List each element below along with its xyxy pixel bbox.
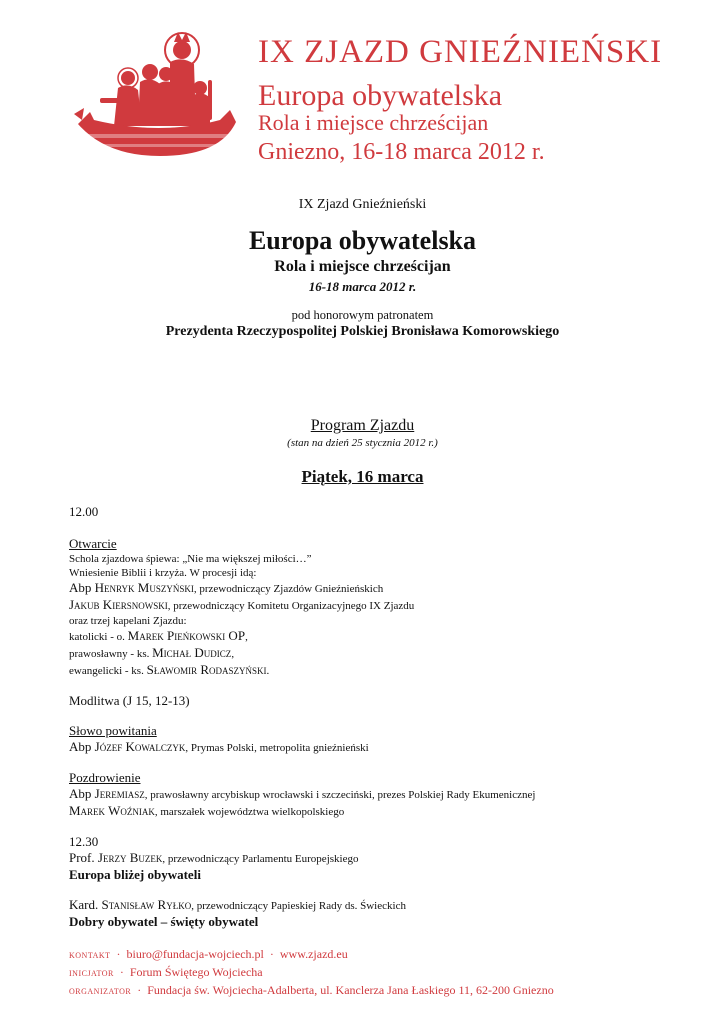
chaplain-prefix: prawosławny - ks.: [69, 648, 153, 660]
congress-name: IX ZJAZD GNIEŹNIEŃSKI: [258, 34, 663, 70]
chaplain-line: [69, 628, 689, 645]
boat-with-saints-logo-icon: [70, 28, 240, 168]
schedule: [69, 504, 689, 930]
opening-block: [69, 536, 689, 679]
greetings-title: Pozdrowienie: [69, 770, 141, 785]
person-role: , przewodniczący Zjazdów Gnieźnieńskich: [193, 583, 384, 595]
separator: ·: [137, 983, 142, 997]
welcome-title: Słowo powitania: [69, 723, 157, 738]
separator: ·: [116, 947, 121, 961]
person-title: Prof.: [69, 850, 98, 865]
person-name: Marek Woźniak: [69, 803, 155, 818]
person-role: , przewodniczący Papieskiej Rady ds. Świeckich: [191, 900, 406, 912]
person-role: , Prymas Polski, metropolita gnieźnieński: [185, 742, 369, 754]
congress-place-date: Gniezno, 16-18 marca 2012 r.: [258, 139, 545, 165]
person-name: Stanisław Ryłko: [101, 897, 192, 912]
talk-block: [69, 897, 689, 930]
opening-line: Schola zjazdowa śpiewa: „Nie ma większej miłości…”: [69, 553, 312, 565]
person-name: Michał Dudicz: [152, 645, 232, 660]
person-name: Jerzy Buzek: [97, 850, 163, 865]
person-role: , marszałek województwa wielkopolskiego: [154, 806, 345, 818]
time-slot: 12.00: [69, 504, 99, 519]
greetings-block: [69, 770, 689, 820]
email-link[interactable]: biuro@fundacja-wojciech.pl: [126, 947, 264, 961]
footer-label: kontakt: [69, 949, 111, 961]
person-title: Abp: [69, 786, 95, 801]
person-title: Abp: [69, 739, 95, 754]
page-title: Europa obywatelska: [248, 226, 477, 255]
program-heading: Program Zjazdu: [310, 417, 415, 434]
person-line: [69, 850, 689, 867]
day-heading: Piątek, 16 marca: [301, 467, 424, 486]
footer-contact: [69, 945, 709, 963]
punctuation: ,: [245, 631, 248, 643]
footer-label: inicjator: [69, 967, 114, 979]
person-role: , prawosławny arcybiskup wrocławski i szczeciński, prezes Polskiej Rady Ekumenicznej: [144, 789, 536, 801]
header-banner: [0, 0, 725, 175]
person-title: Abp: [69, 580, 95, 595]
talk-title: Dobry obywatel – święty obywatel: [69, 914, 259, 929]
person-line: [69, 580, 689, 597]
person-title: Kard.: [69, 897, 102, 912]
chaplain-line: [69, 662, 689, 679]
talk-title: Europa bliżej obywateli: [69, 867, 201, 882]
opening-line: Wniesienie Biblii i krzyża. W procesji idą:: [69, 567, 257, 579]
person-name: Jakub Kiersnowski: [69, 597, 168, 612]
person-name: Józef Kowalczyk: [94, 739, 186, 754]
welcome-block: [69, 723, 689, 756]
time-slot: 12.30: [69, 834, 99, 849]
person-name: Jeremiasz: [94, 786, 145, 801]
organizer-name: Fundacja św. Wojciecha-Adalberta, ul. Kanclerza Jana Łaskiego 11, 62-200 Gniezno: [147, 983, 554, 997]
chaplain-line: [69, 645, 689, 662]
program-state-note: (stan na dzień 25 stycznia 2012 r.): [287, 437, 438, 449]
talk-block: [69, 850, 689, 883]
person-name: Henryk Muszyński: [94, 580, 194, 595]
separator: ·: [269, 947, 274, 961]
patronage-intro: pod honorowym patronatem: [291, 308, 434, 322]
page-subtitle: Rola i miejsce chrześcijan: [274, 258, 451, 275]
footer: [69, 945, 709, 999]
chaplain-prefix: ewangelicki - ks.: [69, 665, 147, 677]
person-name: Marek Pieńkowski OP: [127, 628, 246, 643]
footer-initiator: [69, 963, 709, 981]
person-line: [69, 597, 689, 614]
chaplain-prefix: katolicki - o.: [69, 631, 128, 643]
event-dates: 16-18 marca 2012 r.: [308, 279, 417, 294]
footer-organizer: [69, 981, 709, 999]
person-line: [69, 739, 689, 756]
person-line: [69, 897, 689, 914]
person-role: , przewodniczący Komitetu Organizacyjnego IX Zjazdu: [167, 600, 415, 612]
website-link[interactable]: www.zjazd.eu: [279, 947, 348, 961]
separator: ·: [119, 965, 124, 979]
congress-theme: Europa obywatelska: [258, 79, 503, 112]
punctuation: .: [266, 665, 270, 677]
opening-title: Otwarcie: [69, 536, 117, 551]
series-title: IX Zjazd Gnieźnieński: [298, 197, 427, 212]
person-name: Sławomir Rodaszyński: [146, 662, 267, 677]
prayer-item: Modlitwa (J 15, 12-13): [69, 693, 190, 708]
person-line: [69, 803, 689, 820]
punctuation: ,: [231, 648, 235, 660]
initiator-name: Forum Świętego Wojciecha: [129, 965, 263, 979]
footer-label: organizator: [69, 985, 132, 997]
opening-line: oraz trzej kapelani Zjazdu:: [69, 615, 187, 627]
patron-name: Prezydenta Rzeczypospolitej Polskiej Bronisława Komorowskiego: [165, 324, 560, 339]
person-role: , przewodniczący Parlamentu Europejskiego: [162, 853, 359, 865]
person-line: [69, 786, 689, 803]
congress-subtheme: Rola i miejsce chrześcijan: [258, 110, 489, 135]
